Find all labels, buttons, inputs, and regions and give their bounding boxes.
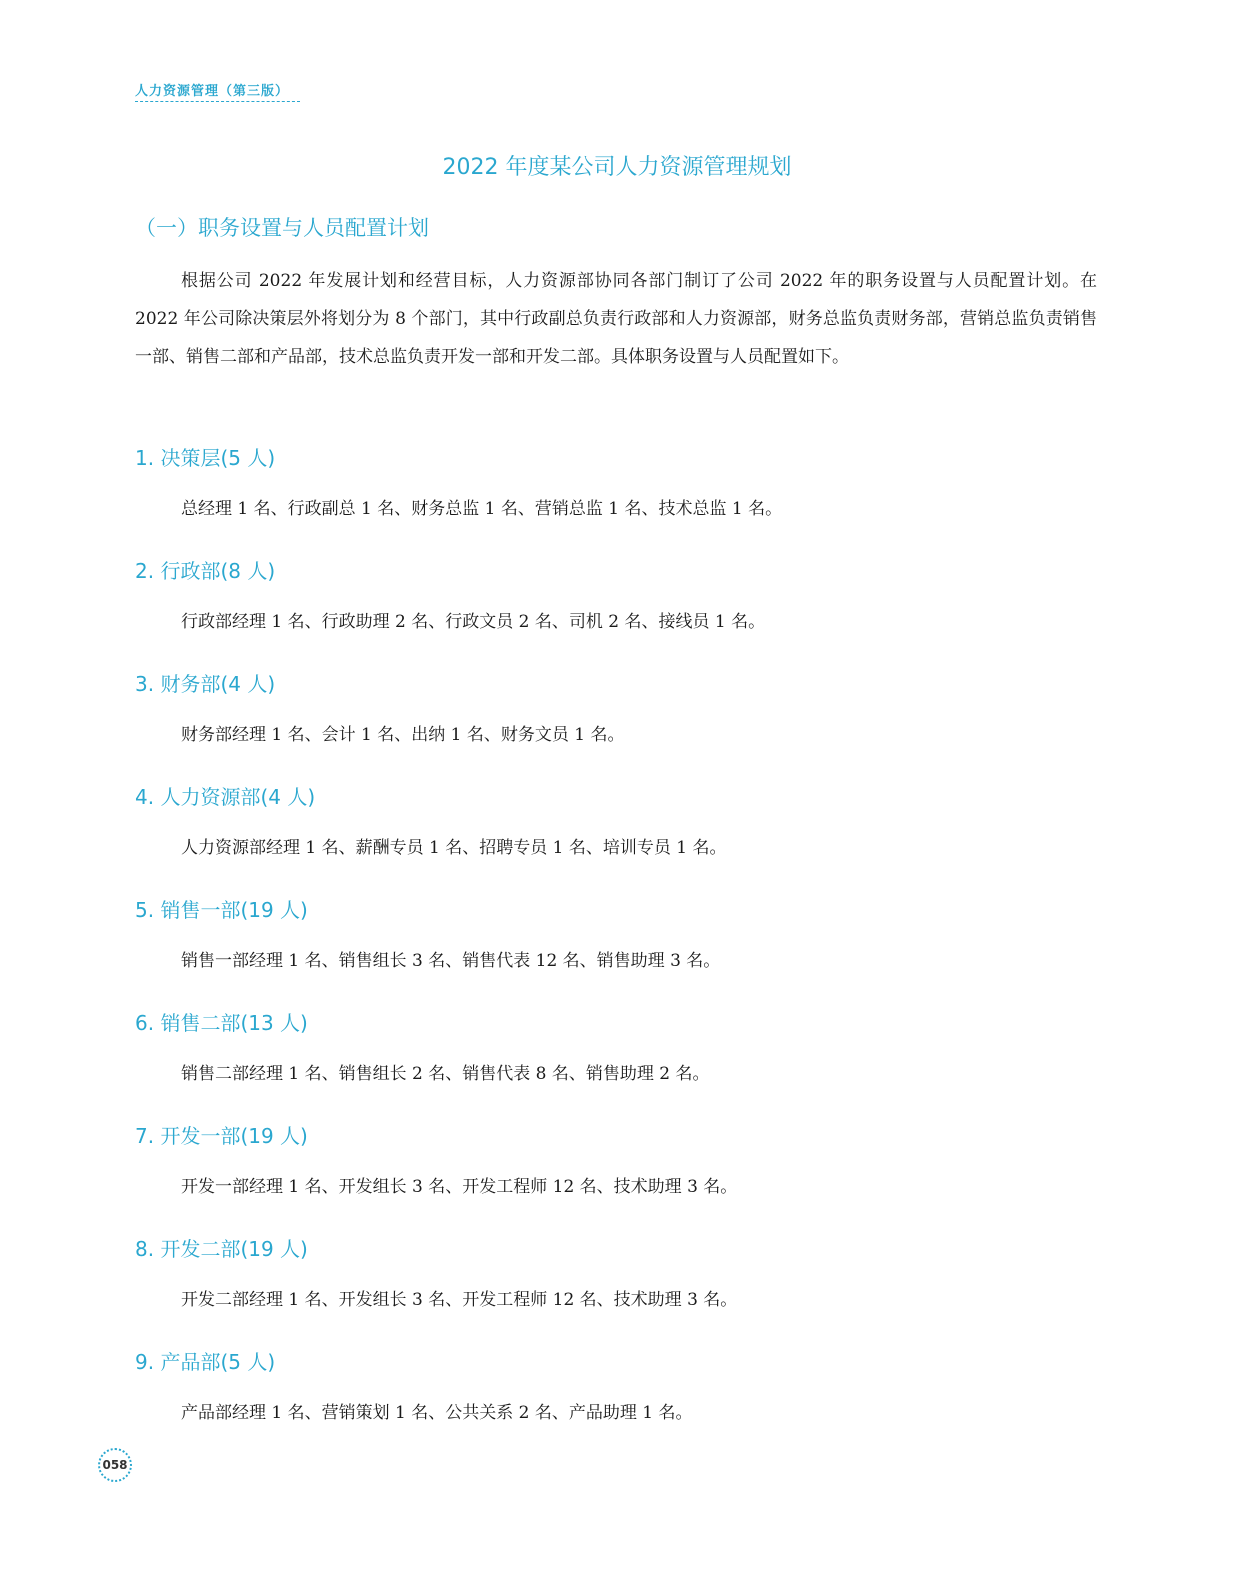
dept-heading-finance: 3. 财务部(4 人) <box>135 672 276 696</box>
dept-staffing-hr: 人力资源部经理 1 名、薪酬专员 1 名、招聘专员 1 名、培训专员 1 名。 <box>181 838 727 858</box>
dept-staffing-sales-1: 销售一部经理 1 名、销售组长 3 名、销售代表 12 名、销售助理 3 名。 <box>181 951 721 971</box>
section-heading: （一）职务设置与人员配置计划 <box>135 216 429 240</box>
dept-heading-sales-2: 6. 销售二部(13 人) <box>135 1011 308 1035</box>
dept-staffing-dev-1: 开发一部经理 1 名、开发组长 3 名、开发工程师 12 名、技术助理 3 名。 <box>181 1177 738 1197</box>
dept-staffing-admin: 行政部经理 1 名、行政助理 2 名、行政文员 2 名、司机 2 名、接线员 1 名。 <box>181 612 766 632</box>
dept-staffing-decision: 总经理 1 名、行政副总 1 名、财务总监 1 名、营销总监 1 名、技术总监 1 名。 <box>181 499 783 519</box>
dept-heading-sales-1: 5. 销售一部(19 人) <box>135 898 308 922</box>
dept-heading-dev-1: 7. 开发一部(19 人) <box>135 1124 308 1148</box>
dept-staffing-sales-2: 销售二部经理 1 名、销售组长 2 名、销售代表 8 名、销售助理 2 名。 <box>181 1064 710 1084</box>
dept-heading-admin: 2. 行政部(8 人) <box>135 559 276 583</box>
running-head: 人力资源管理（第三版） <box>135 84 290 99</box>
running-head-rule <box>135 101 300 102</box>
intro-paragraph: 根据公司 2022 年发展计划和经营目标，人力资源部协同各部门制订了公司 2022 年的职务设置与人员配置计划。在 2022 年公司除决策层外将划分为 8 个部门，其中行政副总负责行政部和人力资源部，财务总监负责财务部，营销总监负责销售一部、销售二部和产品部，技术总监负责开发一部和开发二部。具体职务设置与人员配置如下。 <box>135 271 1097 367</box>
page-number: 058 <box>98 1448 132 1482</box>
dept-heading-decision: 1. 决策层(5 人) <box>135 446 276 470</box>
dept-staffing-product: 产品部经理 1 名、营销策划 1 名、公共关系 2 名、产品助理 1 名。 <box>181 1403 693 1423</box>
dept-heading-hr: 4. 人力资源部(4 人) <box>135 785 316 809</box>
document-title: 2022 年度某公司人力资源管理规划 <box>442 155 792 180</box>
dept-staffing-dev-2: 开发二部经理 1 名、开发组长 3 名、开发工程师 12 名、技术助理 3 名。 <box>181 1290 738 1310</box>
dept-heading-dev-2: 8. 开发二部(19 人) <box>135 1237 308 1261</box>
dept-heading-product: 9. 产品部(5 人) <box>135 1350 276 1374</box>
dept-staffing-finance: 财务部经理 1 名、会计 1 名、出纳 1 名、财务文员 1 名。 <box>181 725 625 745</box>
